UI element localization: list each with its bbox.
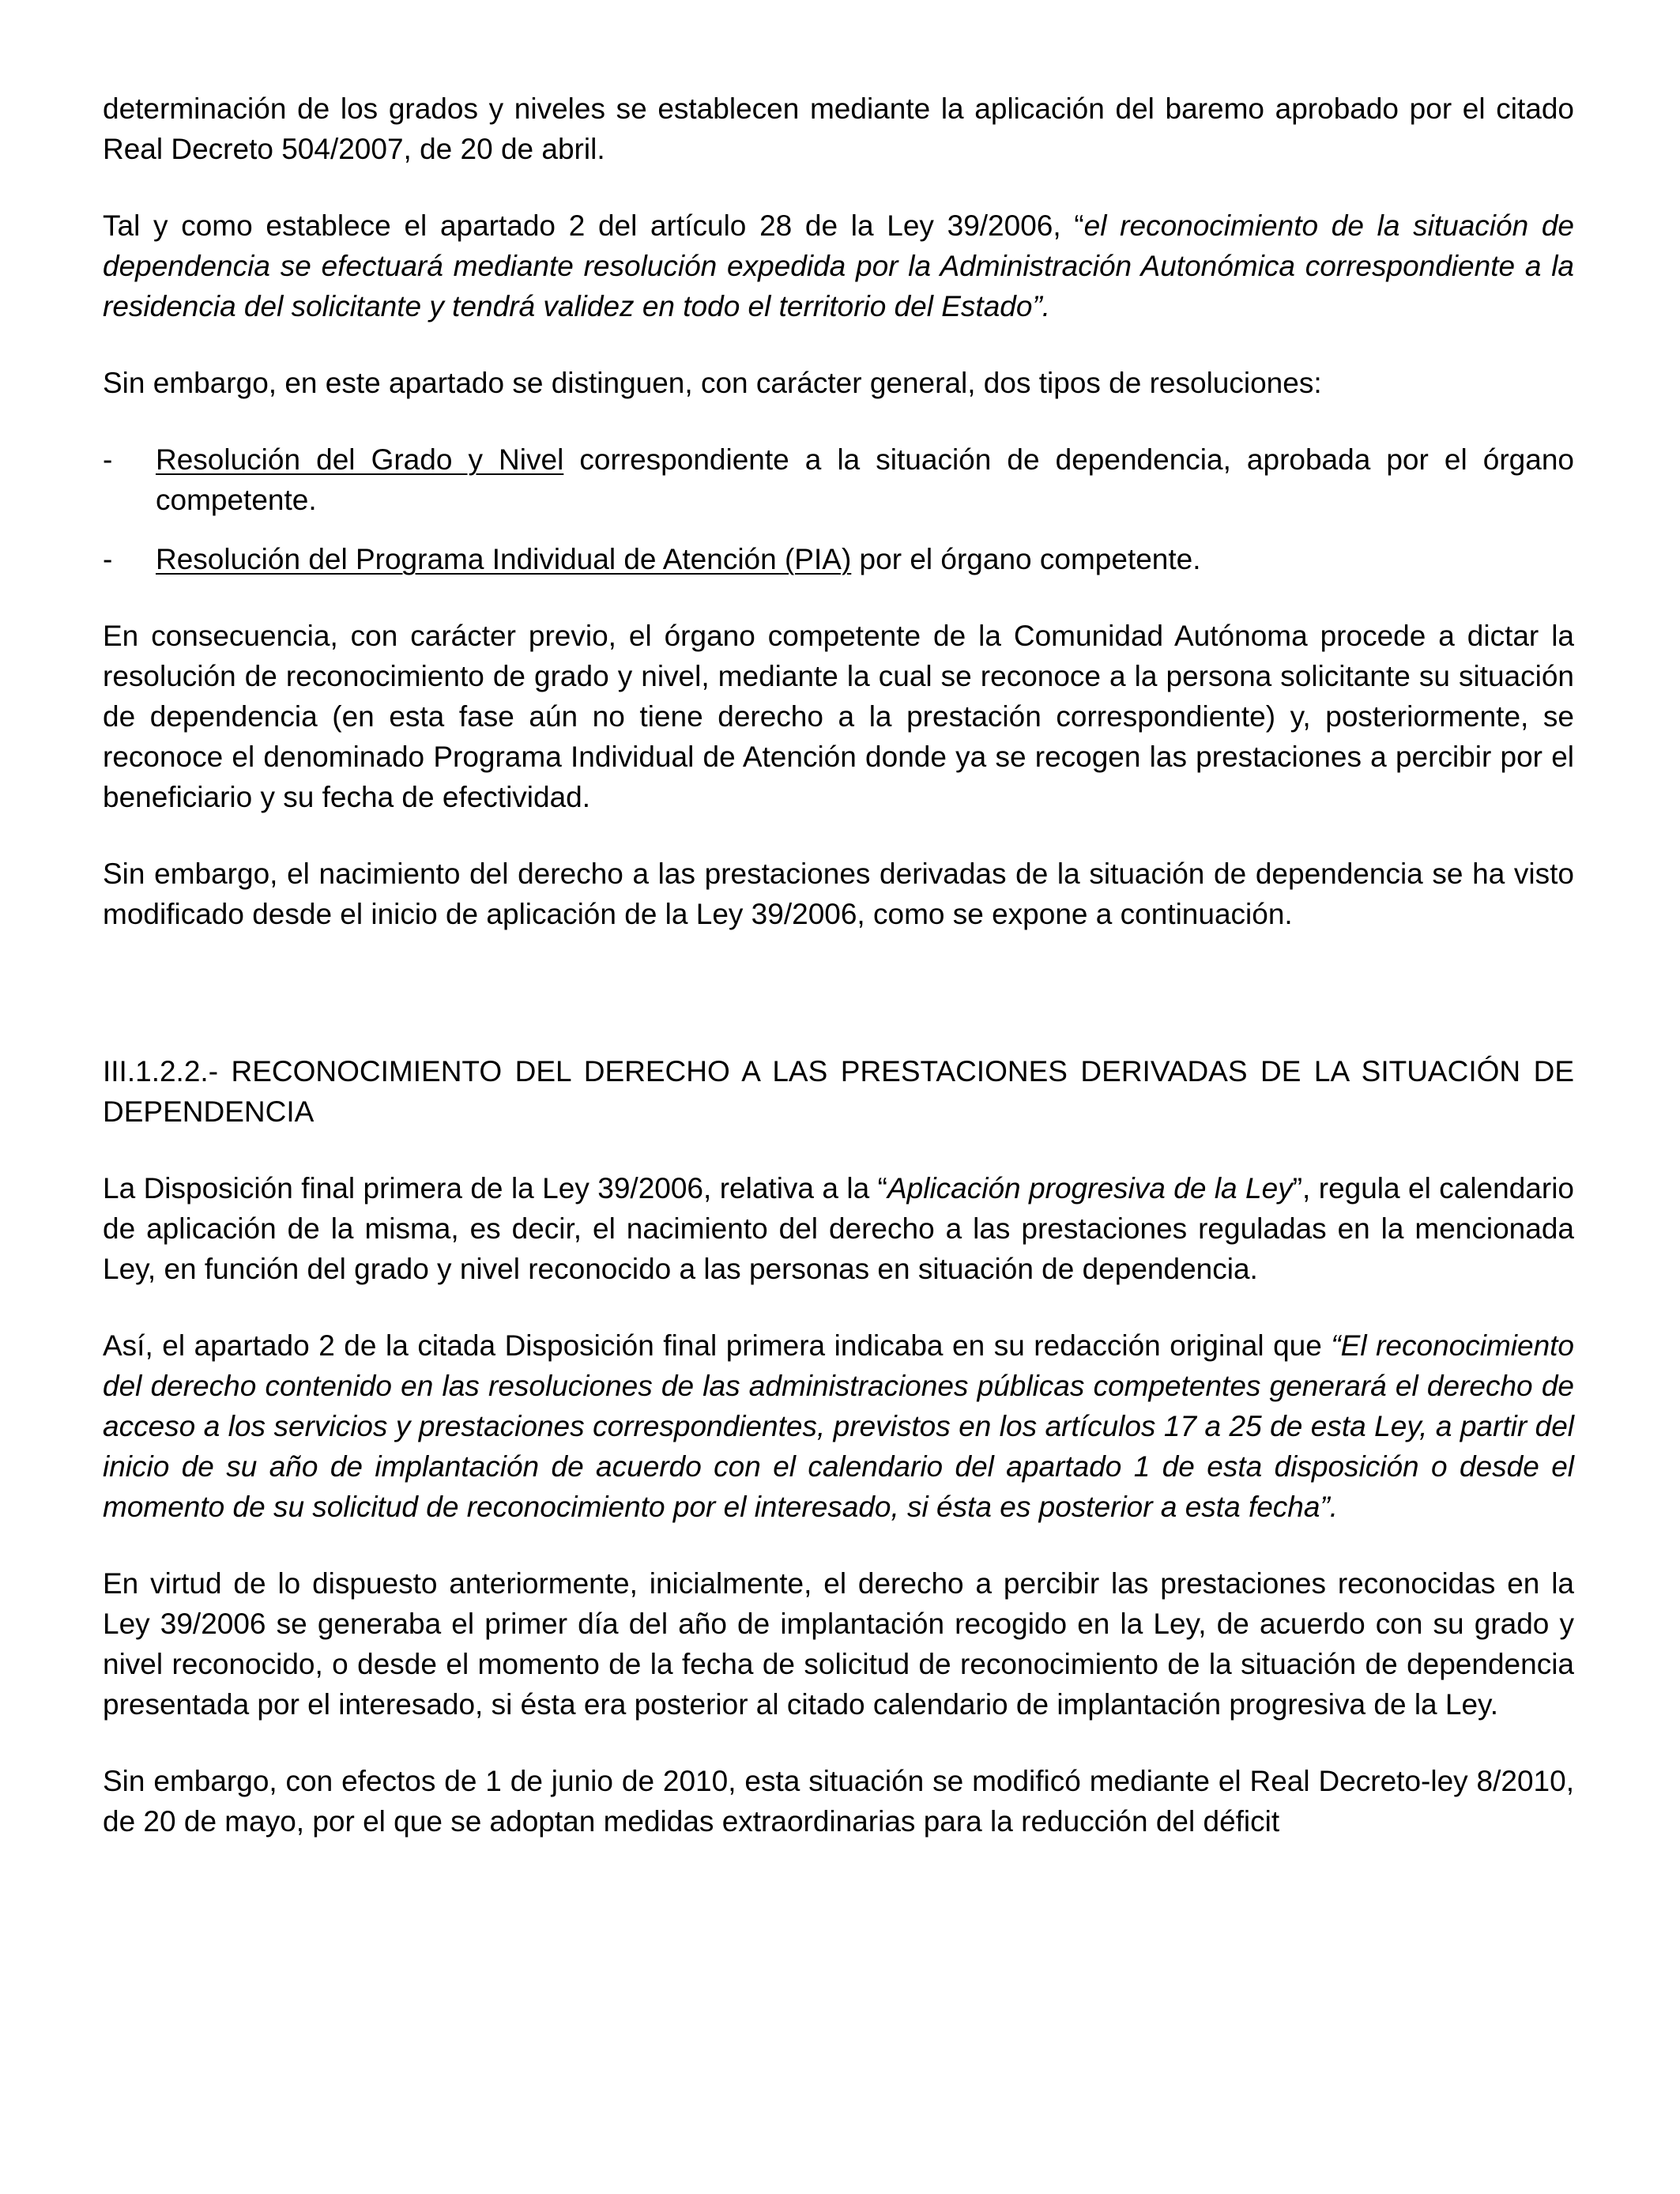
paragraph-redaccion-lead: Así, el apartado 2 de la citada Disposición final primera indicaba en su redacción original que (103, 1329, 1332, 1362)
paragraph-redaccion-quote: “El reconocimiento del derecho contenido en las resoluciones de las administraciones públicas competentes generará el derecho de acceso a los servicios y prestaciones correspondientes, previstos en los artículos 17 a 25 de esta Ley, a partir del inicio de su año de implantación de acuerdo con el calendario del apartado 1 de esta disposición o desde el momento de su solicitud de reconocimiento por el interesado, si ésta es posterior a esta fecha”. (103, 1329, 1574, 1523)
paragraph-consecuencia: En consecuencia, con carácter previo, el órgano competente de la Comunidad Autónoma procede a dictar la resolución de reconocimiento de grado y nivel, mediante la cual se reconoce a la persona solicitante su situación de dependencia (en esta fase aún no tiene derecho a la prestación correspondiente) y, posteriormente, se reconoce el denominado Programa Individual de Atención donde ya se recogen las prestaciones a percibir por el beneficiario y su fecha de efectividad. (103, 620, 1574, 813)
list-item-text (156, 539, 1574, 579)
paragraph-article-28-quote: el reconocimiento de la situación de dependencia se efectuará mediante resolución expedida por la Administración Autonómica correspondiente a la residencia del solicitante y tendrá validez en todo el territorio del Estado”. (103, 209, 1574, 322)
list-item-underlined: Resolución del Programa Individual de Atención (PIA) (156, 543, 852, 575)
list-item-text (156, 439, 1574, 520)
paragraph-redaccion-original (103, 1325, 1574, 1527)
list-item-underlined: Resolución del Grado y Nivel (156, 443, 564, 476)
list-item (103, 539, 1574, 579)
resolution-list (103, 439, 1574, 579)
paragraph-en-virtud: En virtud de lo dispuesto anteriormente, inicialmente, el derecho a percibir las prestaciones reconocidas en la Ley 39/2006 se generaba el primer día del año de implantación recogido en la Ley, de acuerdo con su grado y nivel reconocido, o desde el momento de la fecha de solicitud de reconocimiento de la situación de dependencia presentada por el interesado, si ésta era posterior al citado calendario de implantación progresiva de la Ley. (103, 1567, 1574, 1721)
paragraph-nacimiento-derecho: Sin embargo, el nacimiento del derecho a las prestaciones derivadas de la situación de dependencia se ha visto modificado desde el inicio de aplicación de la Ley 39/2006, como se expone a continuación. (103, 858, 1574, 930)
paragraph-disposicion-quote: Aplicación progresiva de la Ley (887, 1172, 1293, 1204)
document-page (103, 89, 1574, 1842)
paragraph-baremo: determinación de los grados y niveles se establecen mediante la aplicación del baremo aprobado por el citado Real Decreto 504/2007, de 20 de abril. (103, 92, 1574, 165)
paragraph-article-28-lead: Tal y como establece el apartado 2 del artículo 28 de la Ley 39/2006, “ (103, 209, 1084, 242)
paragraph-real-decreto-ley: Sin embargo, con efectos de 1 de junio de 2010, esta situación se modificó mediante el Real Decreto-ley 8/2010, de 20 de mayo, por el que se adoptan medidas extraordinarias para la reducción del déficit (103, 1765, 1574, 1838)
list-item-rest: correspondiente a la situación de dependencia, aprobada por el órgano competente. (156, 443, 1574, 516)
list-marker: - (103, 543, 113, 575)
paragraph-disposicion-tail: ”, regula el calendario de aplicación de la misma, es decir, el nacimiento del derecho a las prestaciones reguladas en la mencionada Ley, en función del grado y nivel reconocido a las personas en situación de dependencia. (103, 1172, 1574, 1285)
section-heading: III.1.2.2.- RECONOCIMIENTO DEL DERECHO A LAS PRESTACIONES DERIVADAS DE LA SITUACIÓN DE DEPENDENCIA (103, 1055, 1574, 1128)
list-item (103, 439, 1574, 520)
paragraph-resolution-types: Sin embargo, en este apartado se distinguen, con carácter general, dos tipos de resoluciones: (103, 367, 1322, 399)
paragraph-article-28 (103, 205, 1574, 326)
paragraph-disposicion-lead: La Disposición final primera de la Ley 39/2006, relativa a la “ (103, 1172, 887, 1204)
paragraph-disposicion-final (103, 1168, 1574, 1289)
list-marker: - (103, 443, 113, 476)
list-item-rest: por el órgano competente. (851, 543, 1201, 575)
